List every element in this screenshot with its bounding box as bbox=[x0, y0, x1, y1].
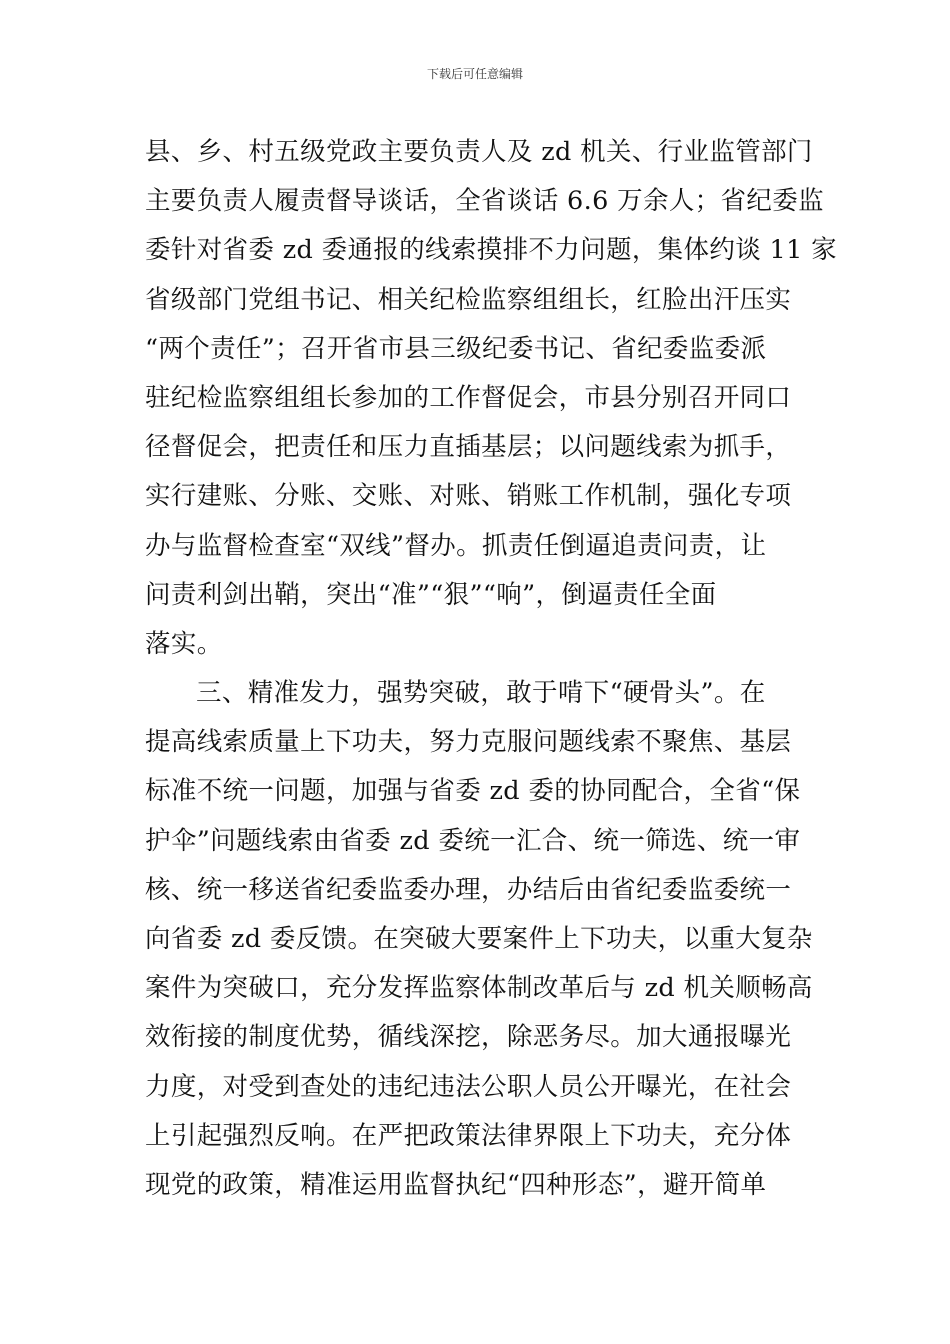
paragraph-2-line: 上引起强烈反响。在严把政策法律界限上下功夫，充分体 bbox=[145, 1120, 792, 1151]
paragraph-1-line: “两个责任”；召开省市县三级纪委书记、省纪委监委派 bbox=[145, 333, 767, 364]
page-header: 下载后可任意编辑 bbox=[426, 67, 523, 81]
paragraph-1-line: 省级部门党组书记、相关纪检监察组组长，红脸出汗压实 bbox=[145, 284, 792, 315]
paragraph-2-line: 标准不统一问题，加强与省委 zd 委的协同配合，全省“保 bbox=[145, 776, 801, 807]
paragraph-1-line: 实行建账、分账、交账、对账、销账工作机制，强化专项 bbox=[145, 481, 792, 512]
paragraph-2-line: 效衔接的制度优势，循线深挖，除恶务尽。加大通报曝光 bbox=[145, 1022, 792, 1053]
paragraph-2-line: 现党的政策，精准运用监督执纪“四种形态”，避开简单 bbox=[145, 1169, 767, 1200]
paragraph-1-line: 主要负责人履责督导谈话，全省谈话 6.6 万余人；省纪委监 bbox=[145, 186, 824, 217]
paragraph-2-line: 案件为突破口，充分发挥监察体制改革后与 zd 机关顺畅高 bbox=[145, 973, 813, 1004]
document-body bbox=[145, 128, 837, 1210]
paragraph-1-line: 驻纪检监察组组长参加的工作督促会，市县分别召开同口 bbox=[145, 382, 792, 413]
paragraph-1-line: 县、乡、村五级党政主要负责人及 zd 机关、行业监管部门 bbox=[145, 137, 813, 167]
paragraph-2-line: 提高线索质量上下功夫，努力克服问题线索不聚焦、基层 bbox=[145, 727, 792, 758]
paragraph-1-line: 落实。 bbox=[145, 628, 223, 659]
paragraph-1-line: 问责利剑出鞘，突出“准”“狠”“响”，倒逼责任全面 bbox=[145, 579, 717, 610]
paragraph-1-line: 委针对省委 zd 委通报的线索摸排不力问题，集体约谈 11 家 bbox=[145, 235, 837, 266]
paragraph-1-line: 办与监督检查室“双线”督办。抓责任倒逼追责问责，让 bbox=[145, 530, 767, 561]
paragraph-2-line: 向省委 zd 委反馈。在突破大要案件上下功夫，以重大复杂 bbox=[145, 924, 813, 954]
paragraph-2-line: 核、统一移送省纪委监委办理，办结后由省纪委监委统一 bbox=[145, 874, 792, 905]
paragraph-1-line: 径督促会，把责任和压力直插基层；以问题线索为抓手， bbox=[145, 432, 792, 463]
paragraph-2-line: 力度，对受到查处的违纪违法公职人员公开曝光，在社会 bbox=[145, 1071, 792, 1102]
paragraph-2-line: 三、精准发力，强势突破，敢于啃下“硬骨头”。在 bbox=[196, 678, 766, 709]
paragraph-2-line: 护伞”问题线索由省委 zd 委统一汇合、统一筛选、统一审 bbox=[145, 825, 801, 856]
